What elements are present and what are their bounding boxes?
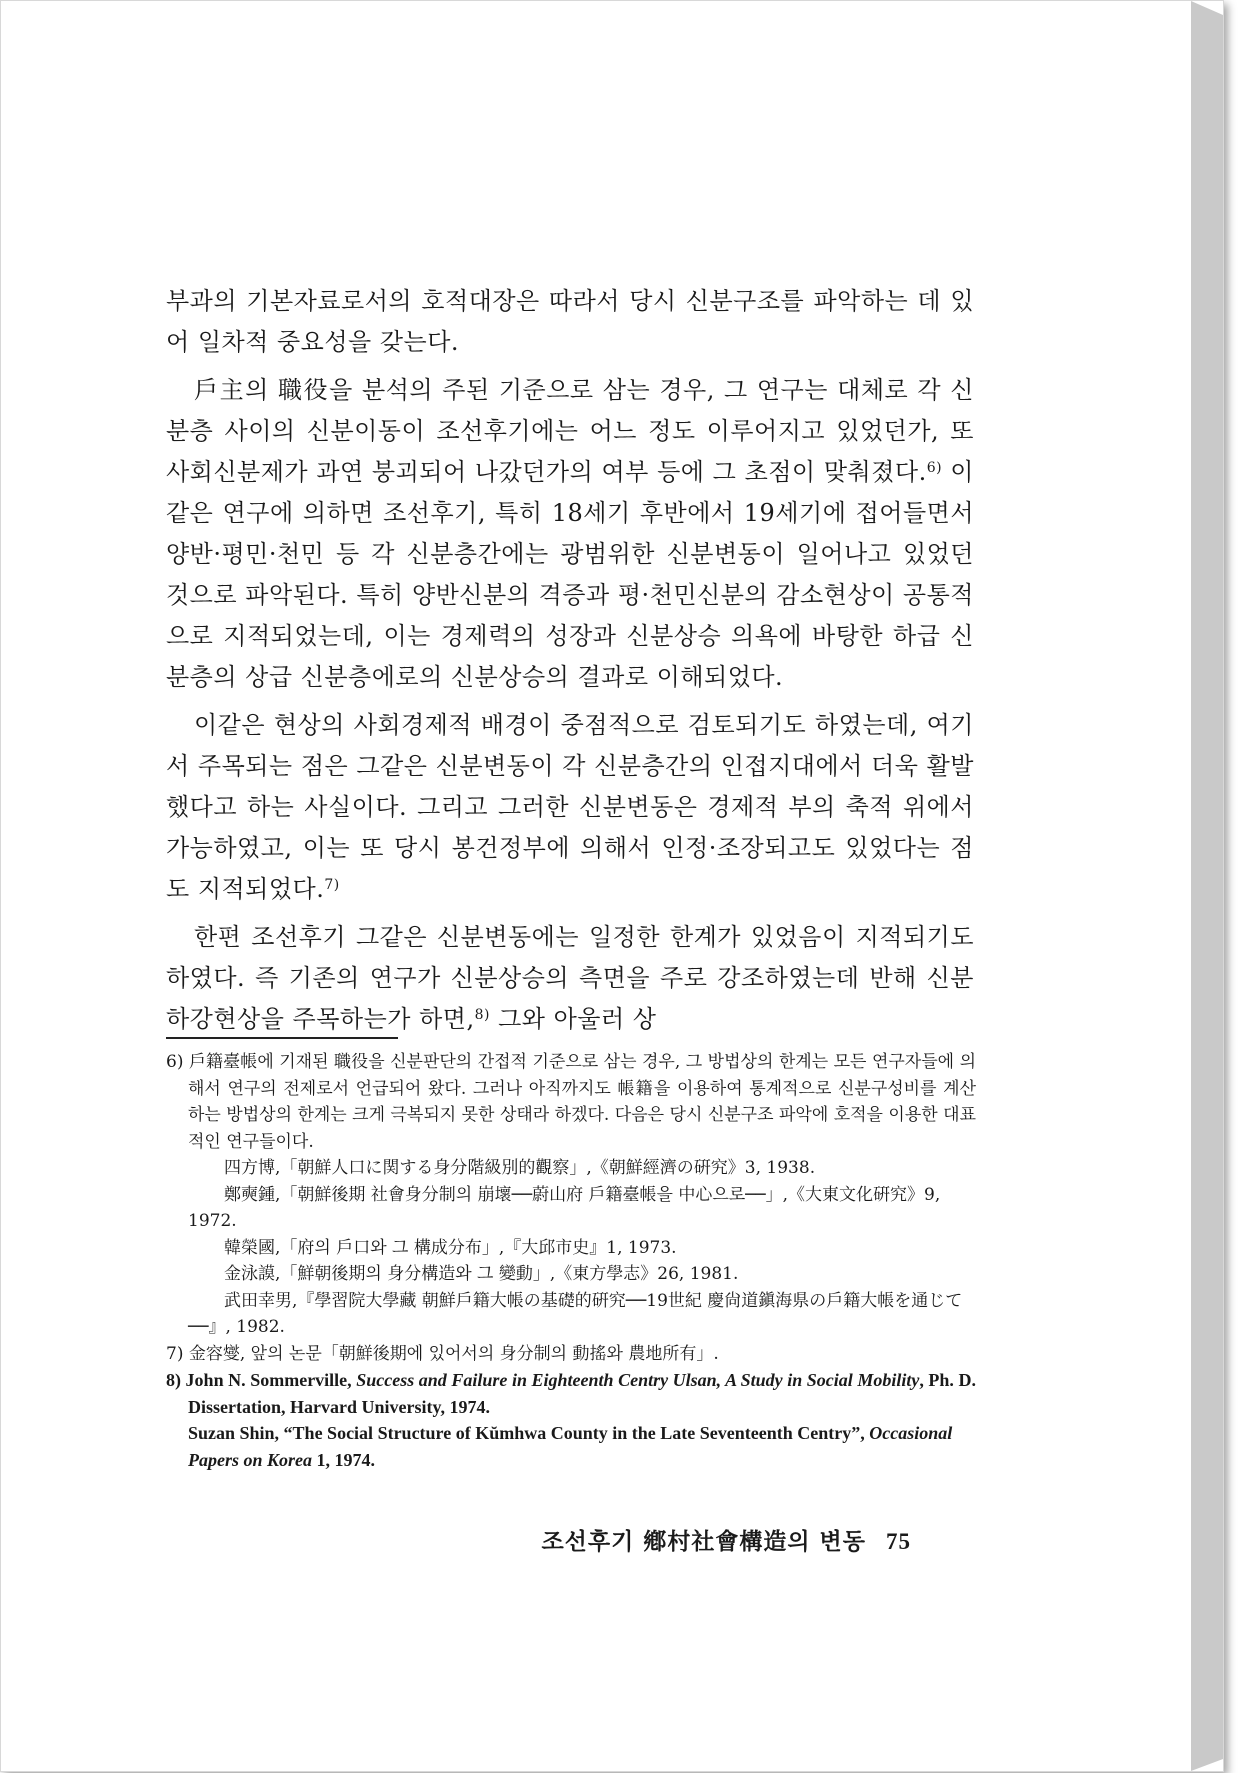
footnotes [166,1049,976,1473]
reference-3: 韓榮國,「府의 戶口와 그 構成分布」,『大邱市史』1, 1973. [224,1237,677,1258]
footnote-ref-7: 7) [324,877,340,893]
running-footer [541,1523,911,1556]
page-number: 75 [886,1529,911,1554]
reference-2: 鄭奭鍾,「朝鮮後期 社會身分制의 崩壞──蔚山府 戶籍臺帳을 中心으로──」,《大東文化硏究》9, 1972. [188,1184,941,1231]
paragraph-2: 戶主의 職役을 분석의 주된 기준으로 삼는 경우, 그 연구는 대체로 각 신분층 사이의 신분이동이 조선후기에는 어느 정도 이루어지고 있었던가, 또 사회신분제가 과연 붕괴되어 나갔던가의 여부 등에 그 초점이 맞춰졌다.$^{6)}$ 이같은 연구에 의하면 조선후기, 특히 18세기 후반에서 19세기에 접어들면서 양반·평민·천민 등 각 신분층간에는 광범위한 신분변동이 일어나고 있었던 것으로 파악된다. 특히 양반신분의 격증과 평·천민신분의 감소현상이 공통적으로 지적되었는데, 이는 경제력의 성장과 신분상승 의욕에 바탕한 하급 신분층의 상급 신분층에로의 신분상승의 결과로 이해되었다. [166,376,974,691]
footnote-ref-8: 8) [474,1007,490,1023]
paragraph-1: 부과의 기본자료로서의 호적대장은 따라서 당시 신분구조를 파악하는 데 있어 일차적 중요성을 갖는다. [166,287,974,356]
footnote-7: 7) 金容燮, 앞의 논문「朝鮮後期에 있어서의 身分制의 動搖와 農地所有」. [166,1343,719,1364]
running-title: 조선후기 鄕村社會構造의 변동 [541,1528,866,1555]
page-edge-shadow [1191,1,1223,1771]
footnote-ref-6: 6) [926,460,943,476]
footnote-8-second: Suzan Shin, “The Social Structure of Kŭmhwa County in the Late Seventeenth Centry”, Occasional Papers on Korea 1, 1974. [188,1423,953,1470]
footnote-8: 8) John N. Sommerville, Success and Failure in Eighteenth Centry Ulsan, A Study in Social Mobility, Ph. D. Dissertation, Harvard University, 1974. [166,1370,976,1417]
paragraph-3: 이같은 현상의 사회경제적 배경이 중점적으로 검토되기도 하였는데, 여기서 주목되는 점은 그같은 신분변동이 각 신분층간의 인접지대에서 더욱 활발했다고 하는 사실이다. 그리고 그러한 신분변동은 경제적 부의 축적 위에서 가능하였고, 이는 또 당시 봉건정부에 의해서 인정·조장되고도 있었다는 점도 지적되었다.$^{7)}$ [166,711,974,903]
reference-4: 金泳謨,「鮮朝後期의 身分構造와 그 變動」,《東方學志》26, 1981. [224,1264,739,1284]
footnote-divider [166,1037,398,1039]
reference-1: 四方博,「朝鮮人口に関する身分階級別的觀察」,《朝鮮經濟の硏究》3, 1938. [224,1158,816,1178]
body-text [166,281,974,1047]
reference-5: 武田幸男,『學習院大學藏 朝鮮戶籍大帳の基礎的硏究──19世紀 慶尙道鎭海県の戶籍大帳を通じて──』, 1982. [188,1290,963,1337]
paragraph-4: 한편 조선후기 그같은 신분변동에는 일정한 한계가 있었음이 지적되기도 하였다. 즉 기존의 연구가 신분상승의 측면을 주로 강조하였는데 반해 신분하강현상을 주목하는가 하면,$^{8)}$ 그와 아울러 상 [166,923,974,1033]
footnote-6: 6) 戶籍臺帳에 기재된 職役을 신분판단의 간접적 기준으로 삼는 경우, 그 방법상의 한계는 모든 연구자들에 의해서 연구의 전제로서 언급되어 왔다. 그러나 아직까지도 帳籍을 이용하여 통계적으로 신분구성비를 계산하는 방법상의 한계는 크게 극복되지 못한 상태라 하겠다. 다음은 당시 신분구조 파악에 호적을 이용한 대표적인 연구들이다. [166,1052,976,1152]
